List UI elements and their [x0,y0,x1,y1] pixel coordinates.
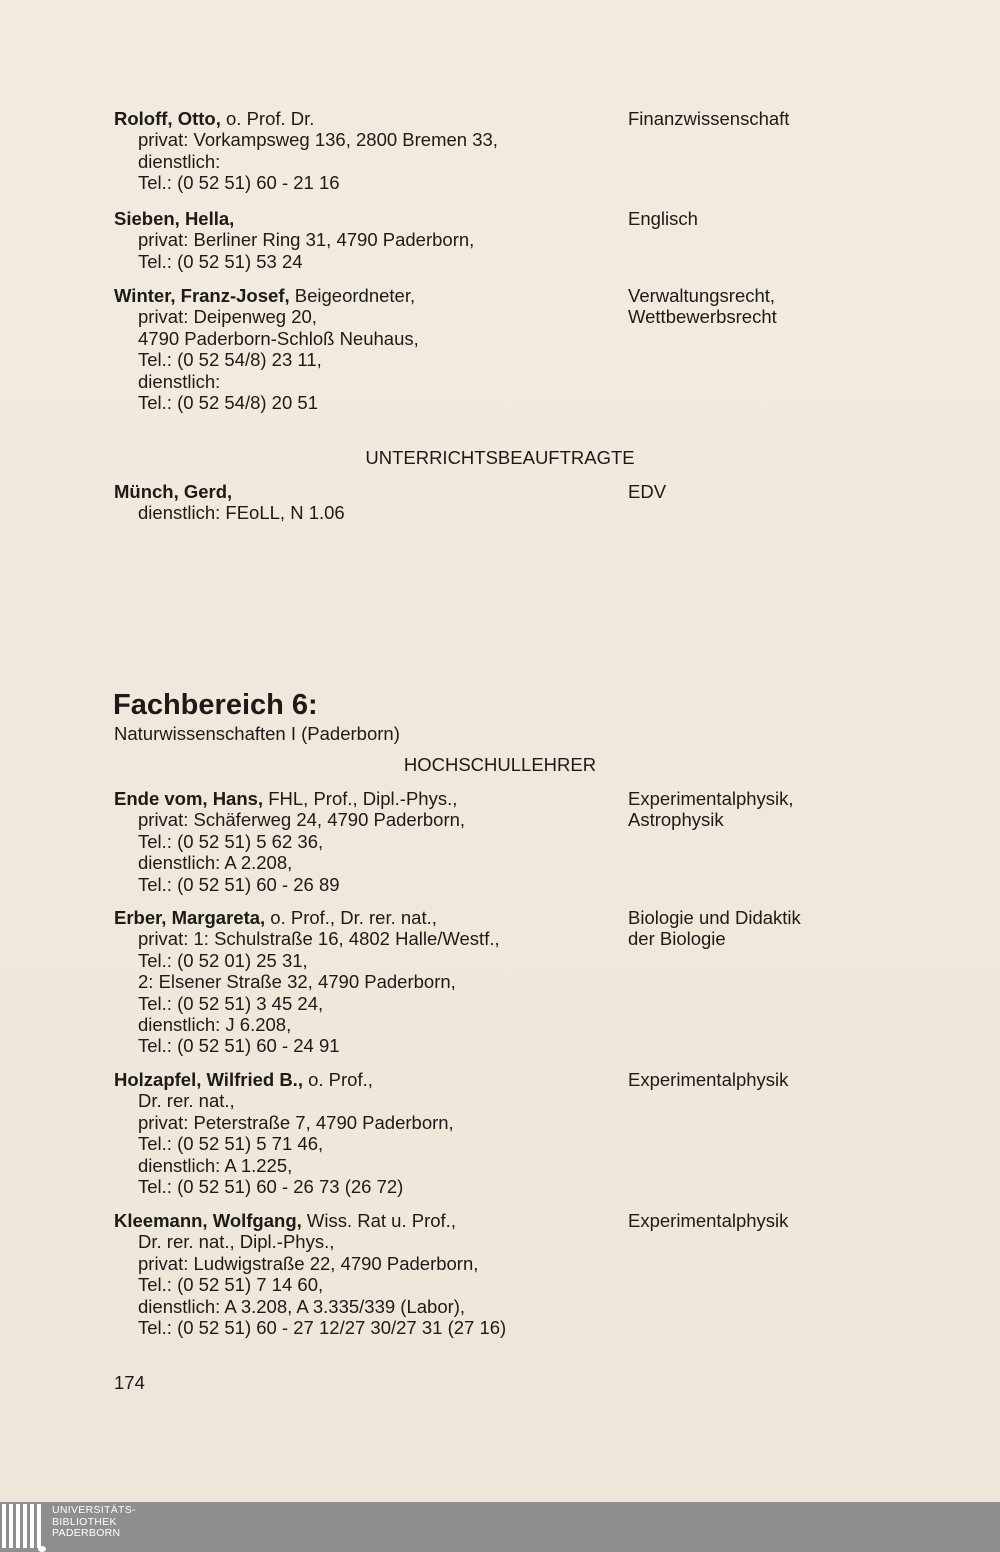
library-logo-text [52,1505,136,1540]
entry-line: Tel.: (0 52 54/8) 20 51 [138,392,318,414]
entry-subject [628,208,698,229]
directory-entry [114,1210,984,1338]
entry-title: FHL, Prof., Dipl.-Phys., [263,788,458,809]
entry-line: dienstlich: A 3.208, A 3.335/339 (Labor), [138,1295,466,1317]
logo-line: PADERBORN [52,1527,121,1539]
entry-line: 4790 Paderborn-Schloß Neuhaus, [138,327,419,349]
entry-title: Beigeordneter, [289,285,416,306]
entry-line: Tel.: (0 52 51) 5 62 36, [138,830,324,852]
directory-entry [114,907,984,1057]
entry-line: privat: 1: Schulstraße 16, 4802 Halle/Westf., [138,928,500,950]
entry-line: dienstlich: [138,370,221,392]
entry-line: Tel.: (0 52 51) 5 71 46, [138,1133,324,1155]
subject-line: Verwaltungsrecht, [628,285,776,306]
subject-line: Experimentalphysik, [628,788,794,809]
entry-line: privat: Deipenweg 20, [138,306,317,328]
entry-line: privat: Schäferweg 24, 4790 Paderborn, [138,809,466,831]
section-heading-unterrichtsbeauftragte: UNTERRICHTSBEAUFTRAGTE [365,447,635,468]
logo-line: UNIVERSITÄTS- [52,1504,136,1516]
entry-line: dienstlich: [138,150,221,172]
entry-heading [114,907,984,928]
faculty-subtitle: Naturwissenschaften I (Paderborn) [114,723,400,744]
library-logo-icon [2,1504,46,1550]
entry-heading [114,1210,984,1231]
entry-line: privat: Peterstraße 7, 4790 Paderborn, [138,1111,454,1133]
entry-subject [628,1210,788,1231]
entry-name: Ende vom, Hans, [114,788,264,809]
entry-line: privat: Ludwigstraße 22, 4790 Paderborn, [138,1252,479,1274]
directory-entry [114,788,984,895]
subject-line: Biologie und Didaktik [628,907,801,928]
directory-entry [114,108,984,194]
entry-line: Tel.: (0 52 51) 7 14 60, [138,1274,324,1296]
section-heading-hochschullehrer: HOCHSCHULLEHRER [403,754,597,775]
entry-subject [628,907,801,950]
entry-subject [628,108,789,129]
entry-line: Tel.: (0 52 51) 3 45 24, [138,992,324,1014]
entry-line: Tel.: (0 52 51) 60 - 21 16 [138,172,340,194]
subject-line: der Biologie [628,928,726,950]
subject-line: Englisch [628,208,698,229]
entry-subject [628,481,666,502]
entry-line: Tel.: (0 52 51) 60 - 24 91 [138,1035,340,1057]
entry-title: Wiss. Rat u. Prof., [301,1210,456,1231]
entry-subject [628,285,777,328]
entry-line: Tel.: (0 52 01) 25 31, [138,949,308,971]
entry-line: dienstlich: FEoLL, N 1.06 [138,502,345,524]
subject-line: Finanzwissenschaft [628,108,790,129]
subject-line: Experimentalphysik [628,1069,789,1090]
entry-name: Erber, Margareta, [114,907,266,928]
entry-line: dienstlich: A 2.208, [138,852,293,874]
directory-entry [114,1069,984,1197]
library-footer [0,1502,1000,1552]
directory-entry [114,208,984,272]
subject-line: Experimentalphysik [628,1210,789,1231]
entry-heading [114,285,984,306]
entry-heading [114,108,984,129]
entry-heading [114,1069,984,1090]
entry-title: o. Prof., [302,1069,373,1090]
entry-name: Roloff, Otto, [114,108,221,129]
entry-heading [114,208,984,229]
entry-name: Sieben, Hella, [114,208,235,229]
entry-title: o. Prof., Dr. rer. nat., [265,907,437,928]
directory-entry [114,285,984,413]
entry-subject [628,788,794,831]
entry-name: Winter, Franz-Josef, [114,285,290,306]
entry-name: Kleemann, Wolfgang, [114,1210,302,1231]
directory-entry [114,481,984,524]
entry-line: Dr. rer. nat., [138,1090,235,1112]
entry-name: Münch, Gerd, [114,481,233,502]
entry-line: Dr. rer. nat., Dipl.-Phys., [138,1231,335,1253]
page-number: 174 [114,1372,145,1393]
entry-line: dienstlich: A 1.225, [138,1154,293,1176]
entry-heading [114,481,984,502]
subject-line: EDV [628,481,667,502]
entry-line: Tel.: (0 52 51) 60 - 26 73 (26 72) [138,1176,404,1198]
entry-line: Tel.: (0 52 51) 60 - 27 12/27 30/27 31 (27 16) [138,1317,507,1339]
entry-line: privat: Vorkampsweg 136, 2800 Bremen 33, [138,129,498,151]
entry-line: Tel.: (0 52 54/8) 23 11, [138,349,322,371]
subject-line: Astrophysik [628,809,724,831]
entry-title: o. Prof. Dr. [220,108,315,129]
entry-line: Tel.: (0 52 51) 60 - 26 89 [138,873,340,895]
entry-heading [114,788,984,809]
entry-name: Holzapfel, Wilfried B., [114,1069,303,1090]
faculty-title: Fachbereich 6: [113,689,318,721]
entry-line: Tel.: (0 52 51) 53 24 [138,250,303,272]
entry-subject [628,1069,788,1090]
entry-line: privat: Berliner Ring 31, 4790 Paderborn, [138,229,475,251]
logo-line: BIBLIOTHEK [52,1515,117,1528]
entry-line: dienstlich: J 6.208, [138,1014,292,1036]
entry-line: 2: Elsener Straße 32, 4790 Paderborn, [138,971,456,993]
subject-line: Wettbewerbsrecht [628,306,777,328]
